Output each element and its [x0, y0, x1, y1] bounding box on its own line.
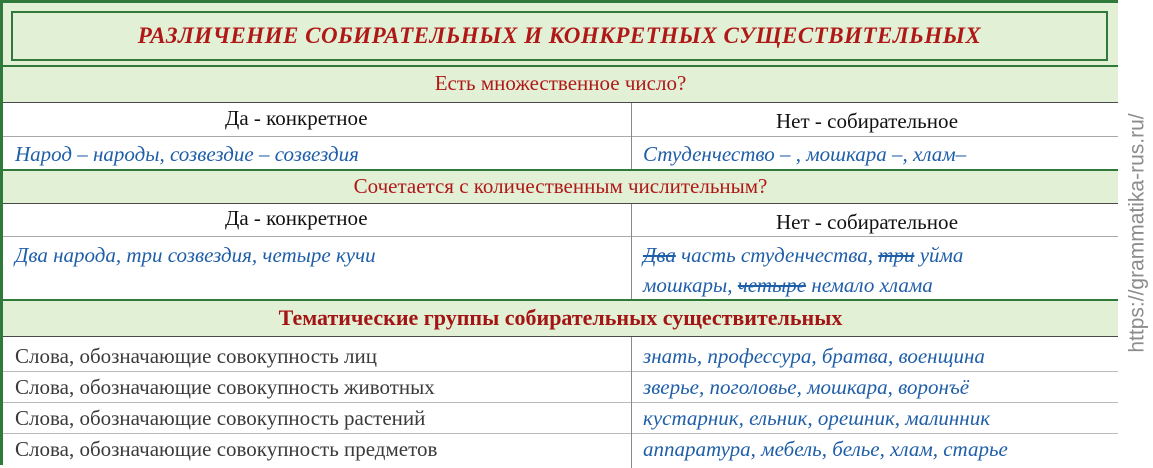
column-divider [631, 204, 632, 299]
example-collective-1: Студенчество – , мошкара –, хлам– [643, 142, 967, 166]
header-concrete: Да - конкретное [225, 206, 368, 230]
question-1: Есть множественное число? [434, 71, 687, 95]
divider [3, 371, 1118, 372]
group-examples: кустарник, ельник, орешник, малинник [643, 406, 991, 430]
title-box [11, 11, 1108, 61]
struck-numeral: Два [643, 243, 676, 267]
example-collective-2-line1: Два часть студенчества, три уйма [643, 243, 964, 267]
group-label: Слова, обозначающие совокупность предметов [15, 437, 438, 461]
group-label: Слова, обозначающие совокупность животных [15, 375, 435, 399]
example-collective-2-line2: мошкары, четыре немало хлама [643, 273, 933, 297]
divider [3, 433, 1118, 434]
section-title: Тематические группы собирательных существительных [278, 305, 843, 330]
question-2: Сочетается с количественным числительным? [353, 174, 768, 198]
group-label: Слова, обозначающие совокупность растений [15, 406, 426, 430]
header-collective: Нет - собирательное [776, 109, 959, 133]
watermark [1122, 0, 1153, 465]
group-label: Слова, обозначающие совокупность лиц [15, 344, 377, 368]
group-examples: зверье, поголовье, мошкара, воронъё [643, 375, 970, 399]
struck-numeral: три [878, 243, 915, 267]
header-collective: Нет - собирательное [776, 210, 959, 234]
column-divider [631, 337, 632, 468]
group-examples: знать, профессура, братва, военщина [643, 344, 985, 368]
struck-numeral: четыре [737, 273, 807, 297]
group-examples: аппаратура, мебель, белье, хлам, старье [643, 437, 1008, 461]
column-divider [631, 103, 632, 169]
header-concrete: Да - конкретное [225, 106, 368, 130]
watermark-url: https://grammatika-rus.ru/ [1125, 112, 1149, 353]
example-concrete-1: Народ – народы, созвездие – созвездия [15, 142, 359, 166]
example-concrete-2: Два народа, три созвездия, четыре кучи [15, 243, 376, 267]
page-title: РАЗЛИЧЕНИЕ СОБИРАТЕЛЬНЫХ И КОНКРЕТНЫХ СУЩЕСТВИТЕЛЬНЫХ [137, 23, 982, 48]
divider [3, 402, 1118, 403]
